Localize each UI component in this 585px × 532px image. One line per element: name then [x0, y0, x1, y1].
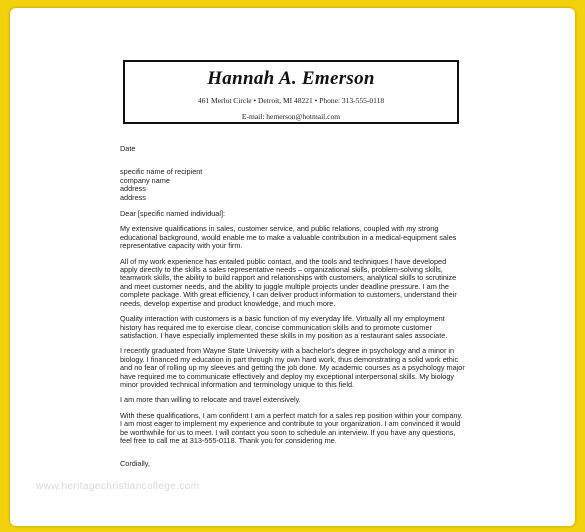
paragraph: Quality interaction with customers is a basic function of my everyday life. Virtually all my employment history has required me to exercise clear, concise communication skills and to promote customer satisfaction. I have especially implemented these skills in my position as a restaurant sales associate. — [120, 314, 448, 340]
recipient-block — [120, 168, 465, 202]
watermark: www.heritagechristiancollege.com — [36, 481, 200, 492]
recipient-line: specific name of recipient — [120, 167, 203, 177]
salutation: Dear [specific named individual]: — [120, 209, 226, 219]
email-line: E-mail: hemerson@hotmail.com — [241, 112, 341, 121]
paragraph: I recently graduated from Wayne State University with a bachelor's degree in psychology and a minor in biology. I financed my education in part through my own hard work, thus demonstrating a solid work ethic and no fear of rolling up my sleeves and getting the job done. My academic courses as a psychology major have required me to communicate effectively and deploy my exceptional interpersonal skills. My biology minor provided technical information and terminology unique to this field. — [120, 346, 465, 389]
letter-date: Date — [120, 144, 136, 153]
letterhead-box — [123, 60, 459, 124]
address-line: 461 Merlot Circle • Detroit, MI 48221 • Phone: 313-555-0118 — [197, 96, 385, 105]
closing: Cordially, — [120, 459, 150, 469]
recipient-line: address — [120, 184, 146, 194]
applicant-name: Hannah A. Emerson — [207, 68, 375, 89]
recipient-line: address — [120, 192, 146, 202]
letter-body — [120, 145, 465, 476]
recipient-line: company name — [120, 175, 170, 185]
paragraph: I am more than willing to relocate and travel extensively. — [120, 395, 301, 405]
paragraph: All of my work experience has entailed public contact, and the tools and techniques I have developed apply directly to the skills a sales representative needs – organizational skills, problem-solving skills, teamwork skills, the ability to build rapport and relationships with customers, analytical skills to scrutinize and meet customer needs, and the ability to juggle multiple projects under deadline pressure. I am the complete package. With great efficiency, I can deliver product information to customers, understand their needs, develop expertise and product knowledge, and much more. — [120, 256, 457, 308]
paragraph: With these qualifications, I am confident I am a perfect match for a sales rep position within your company. I am most eager to implement my experience and contribute to your organization. I am convinced it would be worthwhile for us to meet. I will contact you soon to schedule an interview. If you have any questions, feel free to call me at 313-555-0118. Thank you for considering me. — [120, 410, 463, 445]
letter-page — [10, 8, 575, 526]
paragraph: My extensive qualifications in sales, customer service, and public relations, coupled with my strong educational background, would enable me to make a valuable contribution in a medical-equipment sales representative capacity with your firm. — [120, 224, 457, 251]
